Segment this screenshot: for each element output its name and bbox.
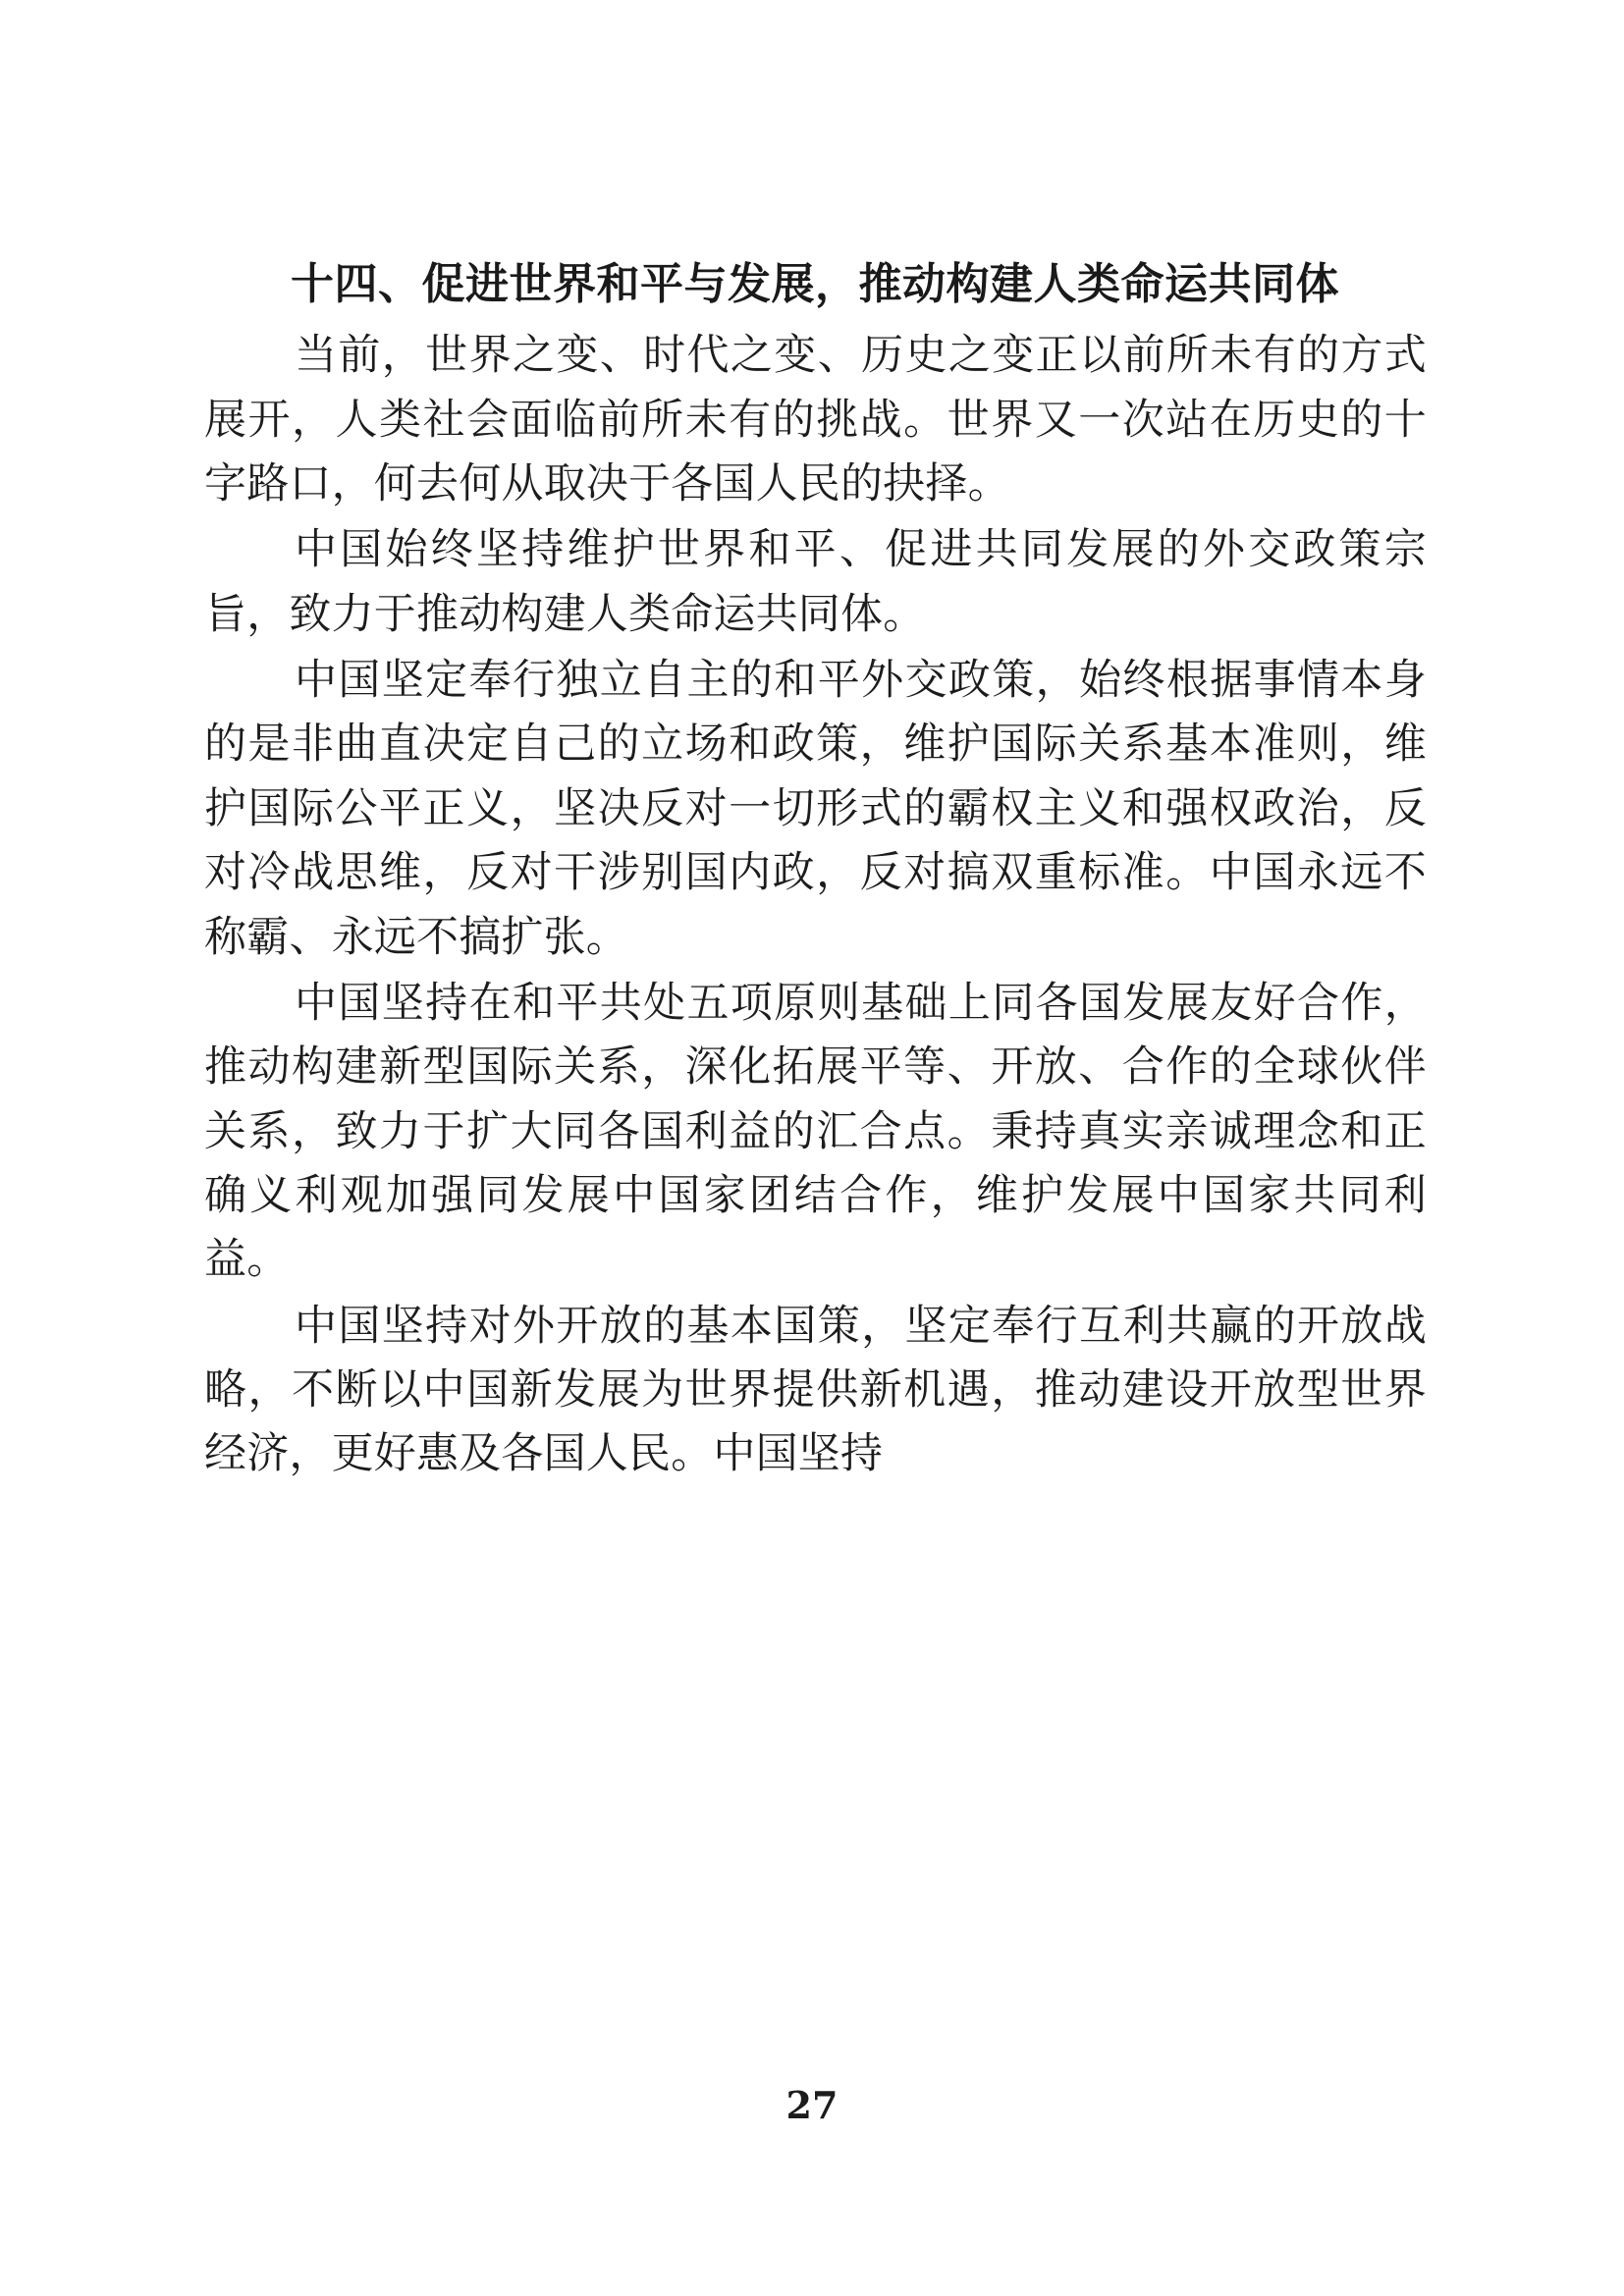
body-paragraph: 中国坚定奉行独立自主的和平外交政策，始终根据事情本身的是非曲直决定自己的立场和政策，维护国际关系基本准则，维护国际公平正义，坚决反对一切形式的霸权主义和强权政治，反对冷战思维，反对干涉别国内政，反对搞双重标准。中国永远不称霸、永远不搞扩张。 (204, 656, 1427, 962)
section-heading: 十四、促进世界和平与发展，推动构建人类命运共同体 (291, 259, 1339, 309)
page-number: 27 (785, 2083, 839, 2127)
body-paragraph: 中国始终坚持维护世界和平、促进共同发展的外交政策宗旨，致力于推动构建人类命运共同体。 (204, 525, 1427, 639)
body-paragraph: 中国坚持对外开放的基本国策，坚定奉行互利共赢的开放战略，不断以中国新发展为世界提供新机遇，推动建设开放型世界经济，更好惠及各国人民。中国坚持 (204, 1301, 1427, 1479)
page-content (204, 257, 1427, 1489)
body-paragraph: 中国坚持在和平共处五项原则基础上同各国发展友好合作，推动构建新型国际关系，深化拓展平等、开放、合作的全球伙伴关系，致力于扩大同各国利益的汇合点。秉持真实亲诚理念和正确义利观加强同发展中国家团结合作，维护发展中国家共同利益。 (204, 978, 1427, 1285)
body-paragraph: 当前，世界之变、时代之变、历史之变正以前所未有的方式展开，人类社会面临前所未有的挑战。世界又一次站在历史的十字路口，何去何从取决于各国人民的抉择。 (204, 331, 1427, 509)
